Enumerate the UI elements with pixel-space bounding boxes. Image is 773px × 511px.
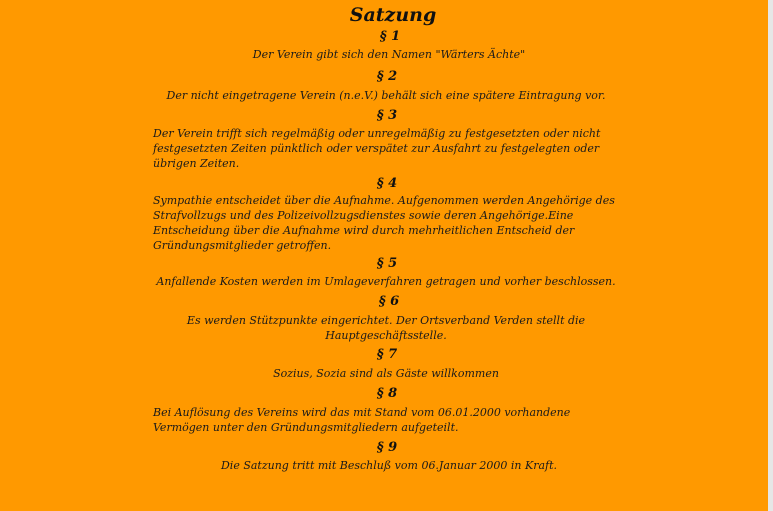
section-4-line-3: Entscheidung über die Aufnahme wird durch mehrheitlichen Entscheid der: [153, 224, 575, 237]
section-4-number: § 4: [376, 176, 398, 191]
section-3-line-2: festgesetzten Zeiten pünktlich oder verspätet zur Ausfahrt zu festgelegten oder: [153, 142, 600, 155]
section-7-text: Sozius, Sozia sind als Gäste willkommen: [273, 367, 499, 380]
section-6-line-1: Es werden Stützpunkte eingerichtet. Der Ortsverband Verden stellt die: [186, 314, 586, 327]
section-4-line-1: Sympathie entscheidet über die Aufnahme. Aufgenommen werden Angehörige des: [153, 194, 615, 207]
section-4-line-2: Strafvollzugs und des Polizeivollzugsdienstes sowie deren Angehörige.Eine: [153, 209, 574, 222]
section-1-text: Der Verein gibt sich den Namen "Wärters Ächte": [252, 48, 526, 61]
section-6-line-2: Hauptgeschäftsstelle.: [325, 329, 447, 342]
section-9-text: Die Satzung tritt mit Beschluß vom 06.Januar 2000 in Kraft.: [220, 459, 557, 472]
document-title: Satzung: [349, 4, 437, 26]
section-7-number: § 7: [376, 347, 398, 362]
page-right-edge: [768, 0, 773, 511]
section-3-number: § 3: [376, 108, 398, 123]
section-2-text: Der nicht eingetragene Verein (n.e.V.) behält sich eine spätere Eintragung vor.: [166, 89, 606, 102]
section-6-number: § 6: [378, 294, 400, 309]
section-4-line-4: Gründungsmitglieder getroffen.: [153, 239, 332, 252]
section-1-number: § 1: [379, 29, 401, 44]
section-5-number: § 5: [376, 256, 398, 271]
section-3-line-3: übrigen Zeiten.: [153, 157, 240, 170]
section-3-line-1: Der Verein trifft sich regelmäßig oder unregelmäßig zu festgesetzten oder nicht: [153, 127, 601, 140]
section-5-text: Anfallende Kosten werden im Umlageverfahren getragen und vorher beschlossen.: [156, 275, 616, 288]
section-8-number: § 8: [376, 386, 398, 401]
section-9-number: § 9: [376, 440, 398, 455]
section-8-line-2: Vermögen unter den Gründungsmitgliedern aufgeteilt.: [153, 421, 459, 434]
section-2-number: § 2: [376, 69, 398, 84]
section-8-line-1: Bei Auflösung des Vereins wird das mit Stand vom 06.01.2000 vorhandene: [153, 406, 571, 419]
